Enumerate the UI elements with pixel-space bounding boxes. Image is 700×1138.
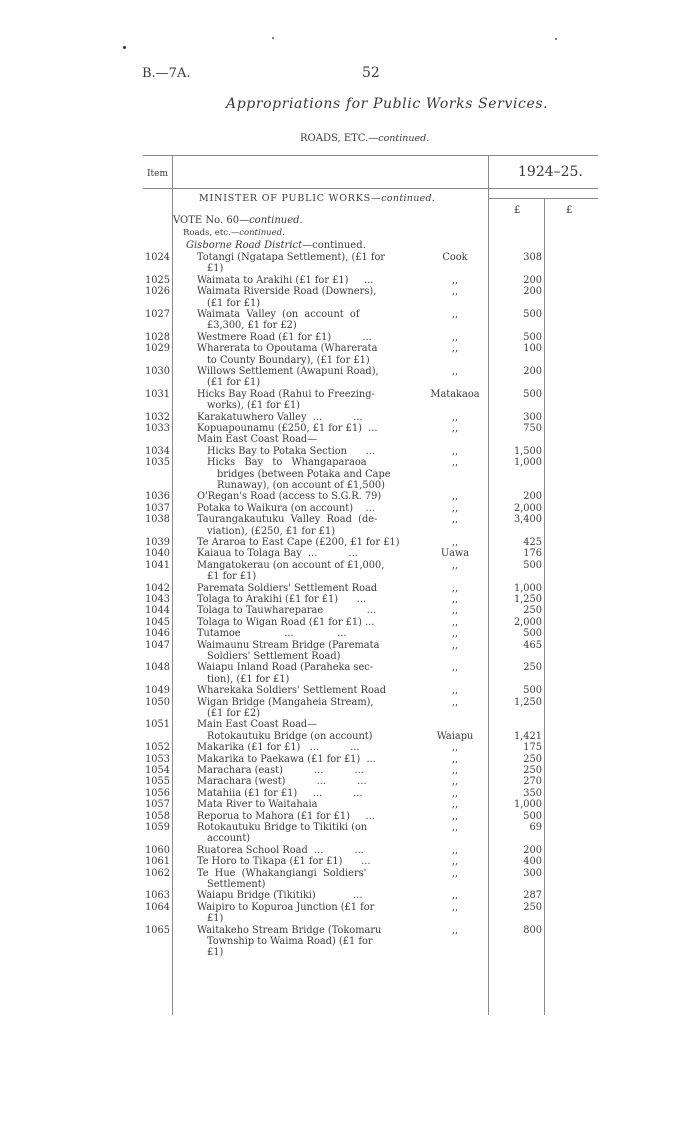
item-description [197, 765, 402, 776]
item-description [197, 742, 402, 753]
item-description [197, 754, 402, 765]
description-line: Tolaga to Tauwhareparae ... [197, 605, 377, 617]
description-line: Main East Coast Road— [197, 434, 317, 446]
item-number: 1031 [145, 388, 170, 400]
description-line: Waimata to Arakihi (£1 for £1) ... [197, 274, 374, 286]
description-line: £1 for £1) [207, 571, 257, 583]
item-description [197, 514, 402, 537]
amount-value: 175 [523, 742, 542, 754]
description-line: O'Regan's Road (access to S.G.R. 79) [197, 491, 382, 503]
description-line: Waitakeho Stream Bridge (Tokomaru [197, 924, 382, 936]
roads-heading [183, 228, 285, 238]
currency-symbol: £ [514, 205, 521, 216]
amount-value: 287 [523, 890, 542, 902]
currency-symbol: £ [566, 205, 573, 216]
item-number: 1028 [145, 331, 170, 343]
amount-value: 200 [523, 491, 542, 503]
vote-cont: continued. [249, 215, 303, 226]
amount-value: 500 [523, 685, 542, 697]
amount-value: 69 [529, 822, 542, 833]
description-line: account) [207, 833, 251, 845]
amount-value: 465 [523, 639, 542, 651]
amount-value: 176 [523, 548, 542, 560]
amount-value: 200 [523, 286, 542, 298]
description-line: Te Araroa to East Cape (£200, £1 for £1) [197, 537, 400, 548]
roads-main: Roads, etc.— [183, 228, 240, 238]
description-line: Reporua to Mahora (£1 for £1) ... [197, 810, 375, 822]
item-description [197, 389, 402, 412]
section-subtitle [300, 133, 429, 144]
item-number: 1032 [145, 411, 170, 423]
description-line: Mangatokerau (on account of £1,000, [197, 559, 385, 571]
item-number: 1060 [145, 844, 170, 856]
item-number: 1030 [145, 366, 170, 377]
description-line: Ruatorea School Road ... ... [197, 844, 364, 856]
item-description [197, 309, 402, 332]
description-line: Soldiers' Settlement Road) [207, 651, 341, 662]
description-line: Kopuapounamu (£250, £1 for £1) ... [197, 423, 378, 434]
amount-value: 1,421 [513, 730, 542, 742]
description-line: Marachara (west) ... ... [197, 776, 367, 788]
description-line: Waimata Valley (on account of [197, 309, 360, 320]
description-line: Taurangakautuku Valley Road (de- [197, 514, 378, 526]
county-name: ,, [451, 274, 459, 286]
item-number: 1056 [145, 787, 170, 799]
item-number: 1064 [145, 901, 170, 913]
description-line: Willows Settlement (Awapuni Road), [197, 366, 379, 377]
item-number: 1065 [145, 924, 170, 936]
item-number: 1025 [145, 274, 170, 286]
amount-value: 500 [523, 628, 542, 640]
item-number: 1057 [145, 799, 170, 811]
amount-value: 350 [523, 787, 542, 799]
county-name: ,, [451, 901, 459, 913]
amount-value: 250 [523, 765, 542, 776]
item-description [197, 583, 402, 594]
description-line: (£1 for £1) [207, 297, 261, 309]
item-description [197, 537, 402, 548]
amount-value: 1,250 [513, 594, 542, 605]
county-name: ,, [451, 605, 459, 617]
item-number: 1051 [145, 719, 170, 731]
item-description [207, 446, 412, 457]
description-line: works), (£1 for £1) [207, 400, 300, 412]
county-name: ,, [451, 844, 459, 856]
amount-value: 300 [523, 411, 542, 423]
item-number: 1041 [145, 559, 170, 571]
item-description [197, 343, 402, 366]
item-description [197, 662, 402, 685]
amount-value: 2,000 [513, 616, 542, 628]
vote-main: VOTE No. 60— [173, 215, 250, 226]
description-line: (£1 for £2) [207, 708, 261, 719]
item-number: 1039 [145, 537, 170, 548]
description-line: Te Horo to Tikapa (£1 for £1) ... [197, 856, 371, 868]
amount-value: 1,000 [513, 457, 542, 469]
description-line: Hicks Bay to Potaka Section ... [207, 445, 375, 457]
county-name: ,, [451, 924, 459, 936]
section-code: B.—7A. [142, 66, 191, 81]
description-line: Wharekaka Soldiers' Settlement Road [197, 685, 386, 697]
item-description [197, 628, 402, 639]
description-line: Matahiia (£1 for £1) ... ... [197, 787, 363, 799]
amount-value: 1,000 [513, 799, 542, 811]
amount-column-rule [544, 198, 545, 1015]
item-description [197, 332, 402, 343]
item-description [207, 731, 412, 742]
description-line: £1) [207, 263, 224, 275]
item-number: 1061 [145, 856, 170, 868]
item-description [197, 856, 402, 867]
amount-value: 3,400 [513, 514, 542, 526]
vote-heading [173, 215, 303, 226]
amount-value: 300 [523, 867, 542, 879]
county-name: Uawa [440, 548, 470, 560]
item-number: 1040 [145, 548, 170, 560]
description-line: Waimata Riverside Road (Downers), [197, 286, 377, 298]
item-description [197, 902, 402, 925]
description-line: £1) [207, 913, 224, 925]
ink-speck [272, 37, 274, 39]
year-column-header: 1924–25. [518, 164, 583, 180]
item-number: 1034 [145, 445, 170, 457]
item-description [197, 548, 402, 559]
amount-value: 425 [523, 537, 542, 548]
county-name: Waiapu [436, 730, 474, 742]
amount-value: 100 [523, 343, 542, 355]
item-number: 1048 [145, 662, 170, 674]
description-line: Karakatuwhero Valley ... ... [197, 411, 363, 423]
amount-value: 500 [523, 331, 542, 343]
item-description [197, 503, 402, 514]
item-number: 1054 [145, 765, 170, 776]
item-description [197, 434, 402, 445]
county-name: ,, [451, 810, 459, 822]
item-column-rule [172, 155, 173, 1015]
item-number: 1035 [145, 457, 170, 469]
item-description [197, 594, 402, 605]
item-number: 1053 [145, 753, 170, 765]
item-description [197, 412, 402, 423]
amount-value: 750 [523, 423, 542, 434]
description-line: Waiapu Inland Road (Paraheka sec- [197, 662, 374, 674]
county-name: ,, [451, 628, 459, 640]
item-description [197, 697, 402, 720]
item-description [197, 776, 402, 787]
amount-value: 200 [523, 366, 542, 377]
item-description [207, 457, 412, 491]
amount-value: 250 [523, 605, 542, 617]
county-name: ,, [451, 423, 459, 434]
county-column-rule [488, 155, 489, 1015]
description-line: Rotokautuku Bridge (on account) [207, 730, 373, 742]
county-name: ,, [451, 309, 459, 320]
item-number: 1050 [145, 696, 170, 708]
county-name: ,, [451, 286, 459, 298]
item-number: 1055 [145, 776, 170, 788]
county-name: ,, [451, 616, 459, 628]
description-line: Hicks Bay to Whangaparaoa [207, 457, 367, 469]
minister-main: MINISTER OF PUBLIC WORKS— [199, 193, 382, 204]
county-name: ,, [451, 765, 459, 776]
description-line: £3,300, £1 for £2) [207, 320, 297, 332]
description-line: to County Boundary), (£1 for £1) [207, 354, 370, 366]
description-line: Wigan Bridge (Mangaheia Stream), [197, 696, 374, 708]
page-title: Appropriations for Public Works Services. [226, 96, 549, 112]
item-number: 1037 [145, 502, 170, 514]
item-description [197, 252, 402, 275]
item-number: 1063 [145, 890, 170, 902]
county-name: ,, [451, 639, 459, 651]
district-main: Gisborne Road District [186, 240, 303, 251]
county-name: ,, [451, 696, 459, 708]
description-line: Waipiro to Kopuroa Junction (£1 for [197, 901, 375, 913]
description-line: Potaka to Waikura (on account) ... [197, 502, 375, 514]
county-name: ,, [451, 411, 459, 423]
county-name: ,, [451, 822, 459, 833]
item-number: 1045 [145, 616, 170, 628]
description-line: Runaway), (on account of £1,500) [217, 480, 385, 491]
amount-value: 500 [523, 388, 542, 400]
county-name: ,, [451, 582, 459, 594]
ink-speck [555, 38, 557, 40]
description-line: Marachara (east) ... ... [197, 765, 364, 776]
item-number: 1043 [145, 594, 170, 605]
item-description [197, 811, 402, 822]
amount-value: 308 [523, 252, 542, 263]
district-heading [186, 240, 366, 251]
item-number: 1024 [145, 252, 170, 263]
amount-value: 250 [523, 901, 542, 913]
description-line: Wharerata to Opoutama (Wharerata [197, 343, 378, 355]
item-number: 1038 [145, 514, 170, 526]
subtitle-cont: continued. [378, 133, 430, 144]
description-line: Paremata Soldiers' Settlement Road [197, 582, 378, 594]
item-number: 1029 [145, 343, 170, 355]
minister-heading [199, 193, 435, 204]
item-description [197, 366, 402, 389]
county-name: ,, [451, 753, 459, 765]
currency-rule [488, 198, 598, 199]
roads-cont: continued. [239, 228, 285, 238]
amount-value: 200 [523, 274, 542, 286]
item-description [197, 719, 402, 730]
item-number: 1046 [145, 628, 170, 640]
county-name: ,, [451, 685, 459, 697]
description-line: bridges (between Potaka and Cape [217, 468, 391, 480]
item-description [197, 275, 402, 286]
district-cont: —continued. [302, 240, 366, 251]
item-description [197, 868, 402, 891]
amount-value: 250 [523, 753, 542, 765]
description-line: Westmere Road (£1 for £1) ... [197, 331, 372, 343]
item-description [197, 423, 402, 434]
item-number: 1047 [145, 639, 170, 651]
page-number: 52 [362, 65, 380, 81]
top-rule [143, 155, 598, 156]
description-line: tion), (£1 for £1) [207, 673, 290, 685]
county-name: ,, [451, 799, 459, 811]
county-name: ,, [451, 559, 459, 571]
item-number: 1027 [145, 309, 170, 320]
amount-value: 200 [523, 844, 542, 856]
county-name: ,, [451, 514, 459, 526]
description-line: (£1 for £1) [207, 377, 261, 389]
amount-value: 1,250 [513, 696, 542, 708]
amount-value: 2,000 [513, 502, 542, 514]
amount-value: 250 [523, 662, 542, 674]
county-name: ,, [451, 662, 459, 674]
amount-value: 800 [523, 924, 542, 936]
description-line: Tolaga to Arakihi (£1 for £1) ... [197, 594, 367, 605]
amount-value: 500 [523, 559, 542, 571]
county-name: ,, [451, 867, 459, 879]
description-line: Makarika (£1 for £1) ... ... [197, 742, 360, 754]
county-name: Matakaoa [430, 388, 480, 400]
county-name: ,, [451, 366, 459, 377]
item-description [197, 560, 402, 583]
item-number: 1059 [145, 822, 170, 833]
amount-value: 1,000 [513, 582, 542, 594]
subtitle-main: ROADS, ETC.— [300, 133, 379, 144]
county-name: ,, [451, 457, 459, 469]
item-number: 1049 [145, 685, 170, 697]
item-number: 1026 [145, 286, 170, 298]
description-line: £1) [207, 947, 224, 959]
amount-value: 400 [523, 856, 542, 868]
amount-value: 1,500 [513, 445, 542, 457]
description-line: Waimaunu Stream Bridge (Paremata [197, 639, 380, 651]
item-description [197, 640, 402, 663]
item-description [197, 605, 402, 616]
ink-speck [123, 46, 126, 49]
description-line: Tutamoe ... ... [197, 628, 347, 640]
amount-value: 500 [523, 810, 542, 822]
item-description [197, 890, 402, 901]
item-number: 1058 [145, 810, 170, 822]
description-line: Settlement) [207, 879, 266, 890]
county-name: ,, [451, 890, 459, 902]
header-rule [143, 188, 598, 189]
description-line: Hicks Bay Road (Rahui to Freezing- [197, 388, 375, 400]
item-number: 1052 [145, 742, 170, 754]
amount-value: 500 [523, 309, 542, 320]
item-description [197, 286, 402, 309]
county-name: ,, [451, 537, 459, 548]
county-name: ,, [451, 742, 459, 754]
description-line: Makarika to Paekawa (£1 for £1) ... [197, 753, 376, 765]
county-name: ,, [451, 594, 459, 605]
item-column-header: Item [147, 169, 169, 179]
description-line: Mata River to Waitahaia [197, 799, 318, 811]
description-line: Main East Coast Road— [197, 719, 317, 731]
description-line: Tolaga to Wigan Road (£1 for £1) ... [197, 616, 375, 628]
item-description [197, 925, 402, 959]
description-line: viation), (£250, £1 for £1) [207, 525, 336, 537]
item-number: 1042 [145, 582, 170, 594]
county-name: Cook [442, 252, 468, 263]
description-line: Rotokautuku Bridge to Tikitiki (on [197, 822, 368, 833]
minister-cont: continued. [381, 193, 436, 204]
county-name: ,, [451, 787, 459, 799]
description-line: Kaiaua to Tolaga Bay ... ... [197, 548, 358, 560]
description-line: Township to Waima Road) (£1 for [207, 936, 373, 947]
county-name: ,, [451, 856, 459, 868]
item-description [197, 822, 402, 845]
description-line: Totangi (Ngatapa Settlement), (£1 for [197, 252, 386, 263]
item-description [197, 617, 402, 628]
amount-value: 270 [523, 776, 542, 788]
county-name: ,, [451, 502, 459, 514]
item-description [197, 799, 402, 810]
item-description [197, 491, 402, 502]
item-number: 1033 [145, 423, 170, 434]
item-number: 1036 [145, 491, 170, 503]
county-name: ,, [451, 491, 459, 503]
description-line: Te Hue (Whakangiangi Soldiers' [197, 867, 367, 879]
item-description [197, 845, 402, 856]
description-line: Waiapu Bridge (Tikitiki) ... [197, 890, 363, 902]
item-description [197, 685, 402, 696]
county-name: ,, [451, 776, 459, 788]
item-number: 1044 [145, 605, 170, 617]
item-description [197, 788, 402, 799]
county-name: ,, [451, 445, 459, 457]
item-number: 1062 [145, 867, 170, 879]
county-name: ,, [451, 331, 459, 343]
county-name: ,, [451, 343, 459, 355]
